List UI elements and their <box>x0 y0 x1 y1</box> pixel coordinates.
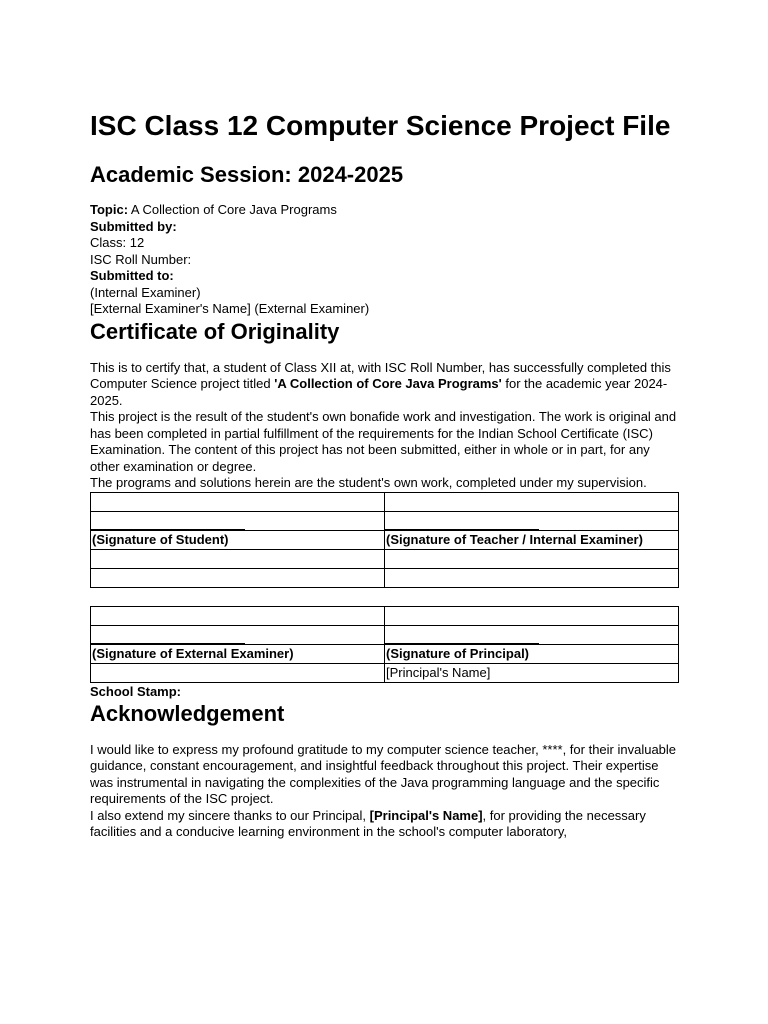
signature-line-cell <box>385 511 679 530</box>
table-row <box>91 530 679 549</box>
table-row <box>91 644 679 663</box>
submitted-by-label: Submitted by: <box>90 218 177 234</box>
class-line: Class: 12 <box>90 235 145 250</box>
table-cell <box>91 549 385 568</box>
table-row <box>91 549 679 568</box>
table-row <box>91 606 679 625</box>
table-row <box>91 511 679 530</box>
external-signature-label: (Signature of External Examiner) <box>91 644 385 663</box>
table-cell <box>91 568 385 587</box>
topic-label: Topic: <box>90 202 129 217</box>
ack-p2-start: I also extend my sincere thanks to our Principal, <box>90 807 370 823</box>
table-cell <box>385 606 679 625</box>
teacher-signature-label: (Signature of Teacher / Internal Examiner) <box>385 530 679 549</box>
signature-line-cell <box>91 511 385 530</box>
principal-name-cell: [Principal's Name] <box>385 663 679 682</box>
table-row <box>91 492 679 511</box>
table-row <box>91 568 679 587</box>
ack-p2-end: , for providing the necessary facilities and a conducive learning environment in the school's computer laboratory, <box>90 807 646 839</box>
session-heading: Academic Session: 2024-2025 <box>90 162 404 187</box>
acknowledgement-body <box>90 742 680 841</box>
table-row <box>91 625 679 644</box>
certificate-paragraph-3: The programs and solutions herein are the student's own work, completed under my supervision. <box>90 475 647 490</box>
document-title: ISC Class 12 Computer Science Project File <box>90 110 671 141</box>
acknowledgement-heading: Acknowledgement <box>90 700 285 726</box>
table-cell <box>91 663 385 682</box>
certificate-body <box>90 360 680 492</box>
principal-signature-label: (Signature of Principal) <box>385 644 679 663</box>
external-examiner-line: [External Examiner's Name] (External Examiner) <box>90 301 370 316</box>
cert-p1-start: This is to certify that, a student of Class XII at, with ISC Roll Number, has successfully completed this Computer Science project titled <box>90 359 671 391</box>
certificate-paragraph-2: This project is the result of the student's own bonafide work and investigation. The work is original and has been completed in partial fulfillment of the requirements for the Indian School Certificate (ISC) Examination. The content of this project has not been submitted, either in whole or in part, for any other examination or degree. <box>90 409 677 474</box>
table-cell <box>91 492 385 511</box>
roll-line: ISC Roll Number: <box>90 251 192 267</box>
school-stamp-label: School Stamp: <box>90 683 182 699</box>
signature-table-1 <box>90 492 679 588</box>
internal-examiner-line: (Internal Examiner) <box>90 284 201 300</box>
topic-value: A Collection of Core Java Programs <box>128 202 337 217</box>
acknowledgement-paragraph-2 <box>90 808 680 841</box>
table-cell <box>385 549 679 568</box>
signature-line-cell <box>385 625 679 644</box>
project-title-bold: 'A Collection of Core Java Programs' <box>274 376 502 391</box>
student-signature-label: (Signature of Student) <box>91 530 385 549</box>
signature-line-cell <box>91 625 385 644</box>
certificate-heading: Certificate of Originality <box>90 318 340 344</box>
table-row <box>91 663 679 682</box>
submitted-to-label: Submitted to: <box>90 268 174 283</box>
document-content <box>90 108 680 841</box>
signature-table-2 <box>90 606 679 683</box>
acknowledgement-paragraph-1: I would like to express my profound gratitude to my computer science teacher, ****, for their invaluable guidance, constant encouragement, and insightful feedback throughout this project. Their expertise was instrumental in navigating the complexities of the Java programming language and the specific requirements of the ISC project. <box>90 741 677 806</box>
table-cell <box>385 492 679 511</box>
principal-name-bold: [Principal's Name] <box>369 807 483 823</box>
certificate-paragraph-1 <box>90 360 680 410</box>
table-cell <box>385 568 679 587</box>
table-cell <box>91 606 385 625</box>
cert-p1-end: for the academic year 2024-2025. <box>90 376 668 408</box>
project-info <box>90 202 680 318</box>
topic-line <box>90 202 680 219</box>
